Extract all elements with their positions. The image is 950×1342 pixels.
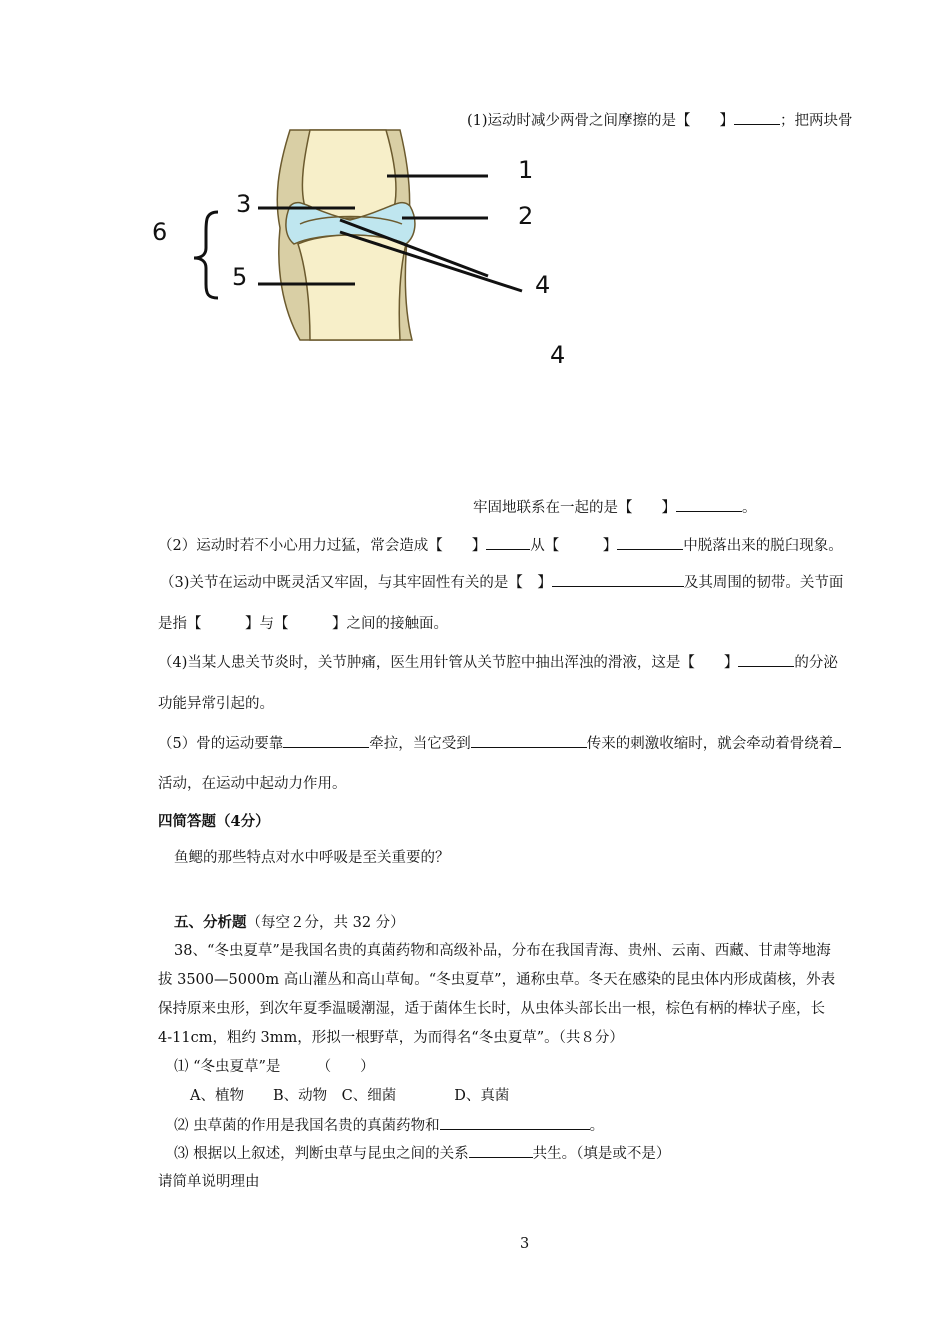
q3-line2: 是指【 】与【 】之间的接触面。 — [158, 616, 448, 632]
q1-line2: 牢固地联系在一起的是【 】 。 — [473, 497, 757, 518]
q5-line2: 活动，在运动中起动力作用。 — [158, 776, 347, 792]
q1-line1: (1)运动时减少两骨之间摩擦的是【 】 ；把两块骨 — [467, 110, 853, 131]
label-1: 1 — [518, 156, 534, 184]
section5-heading: 五、分析题（每空２分，共 32 分） — [174, 914, 405, 931]
q3-line1: （3)关节在运动中既灵活又牢固，与其牢固性有关的是【 】 及其周围的韧带。关节面 — [160, 572, 843, 593]
q38-line2: 拔 3500—5000m 高山灌丛和高山草甸。“冬虫夏草”，通称虫草。冬天在感染的昆虫体内形成菌核，外表 — [158, 972, 836, 988]
blank[interactable] — [471, 733, 587, 748]
blank[interactable] — [734, 110, 780, 125]
blank[interactable] — [486, 535, 530, 550]
blank[interactable] — [617, 535, 683, 550]
section4-question: 鱼鳃的那些特点对水中呼吸是至关重要的？ — [174, 850, 450, 866]
lower-bone — [298, 235, 406, 340]
q5-line1: （5）骨的运动要靠 牵拉，当它受到 传来的刺激收缩时，就会牵动着骨绕着 — [158, 733, 841, 754]
section4-title: 四简答题（4分） — [158, 813, 270, 830]
q38-line3: 保持原来虫形，到次年夏季温暖潮湿，适于菌体生长时，从虫体头部长出一根，棕色有柄的棒状子座，长 — [158, 1001, 825, 1017]
blank[interactable] — [738, 652, 794, 667]
q38-sub4: 请简单说明理由 — [158, 1174, 260, 1190]
blank[interactable] — [283, 733, 369, 748]
q38-options: A、植物 B、动物 C、细菌 D、真菌 — [190, 1088, 510, 1104]
q38-line4: 4-11cm，粗约 3mm，形拟一根野草，为而得名“冬虫夏草”。（共８分） — [158, 1030, 624, 1046]
blank[interactable] — [833, 733, 841, 748]
brace — [194, 212, 218, 298]
label-6: 6 — [152, 218, 168, 246]
blank[interactable] — [676, 497, 742, 512]
label-2: 2 — [518, 202, 534, 230]
q38-sub3: ⑶ 根据以上叙述，判断虫草与昆虫之间的关系 共生。（填是或不是） — [174, 1143, 670, 1164]
label-4-repeat: 4 — [550, 341, 566, 369]
blank[interactable] — [469, 1143, 533, 1158]
blank[interactable] — [440, 1115, 590, 1130]
blank[interactable] — [552, 572, 684, 587]
q38-line1: 38、“冬虫夏草”是我国名贵的真菌药物和高级补品，分布在我国青海、贵州、云南、西藏、甘肃等地海 — [174, 943, 831, 959]
label-3: 3 — [236, 190, 252, 218]
label-4: 4 — [535, 271, 551, 299]
q2-line: （2）运动时若不小心用力过猛，常会造成【 】 从【 】 中脱落出来的脱臼现象。 — [158, 535, 843, 556]
q38-sub1: ⑴ “冬虫夏草”是 （ ） — [174, 1059, 375, 1075]
q4-line1: （4)当某人患关节炎时，关节肿痛，医生用针管从关节腔中抽出浑浊的滑液，这是【 】 的分泌 — [158, 652, 838, 673]
page-number: 3 — [520, 1236, 530, 1252]
knee-joint-figure — [150, 128, 590, 382]
q38-sub2: ⑵ 虫草菌的作用是我国名贵的真菌药物和 。 — [174, 1115, 604, 1136]
upper-bone — [302, 130, 396, 219]
label-5: 5 — [232, 263, 248, 291]
q4-line2: 功能异常引起的。 — [158, 696, 274, 712]
